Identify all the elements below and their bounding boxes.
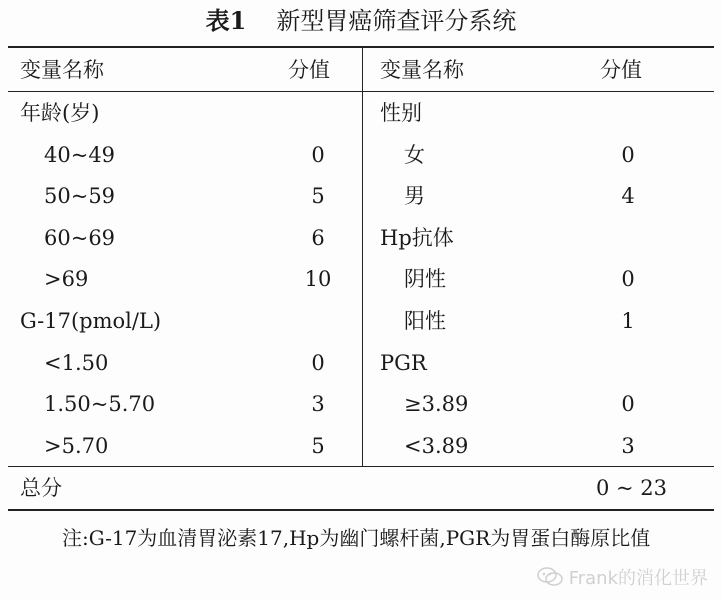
variable-name: 1.50~5.70 [44, 392, 156, 417]
variable-name: G-17(pmol/L) [20, 309, 162, 333]
variable-name: >69 [44, 267, 89, 292]
variable-name: 男 [404, 184, 425, 209]
score-value: 0 [311, 142, 325, 167]
top-rule [8, 46, 714, 48]
header-right-name: 变量名称 [380, 58, 464, 82]
score-value: 3 [311, 392, 325, 417]
table-title [0, 4, 722, 38]
table-row [0, 175, 722, 217]
watermark-text: Frank的消化世界 [568, 568, 708, 589]
score-value: 0 [621, 267, 635, 292]
variable-name: 60~69 [44, 225, 116, 250]
header-right-score: 分值 [600, 58, 642, 82]
variable-name: ≥3.89 [404, 392, 469, 417]
score-value: 3 [621, 433, 635, 458]
table-row [0, 92, 722, 134]
score-value: 5 [311, 433, 325, 458]
variable-name: 40~49 [44, 142, 116, 167]
score-value: 10 [304, 267, 332, 292]
score-value: 4 [621, 184, 635, 209]
watermark [537, 564, 708, 590]
variable-name: 阳性 [404, 309, 446, 333]
total-label: 总分 [20, 476, 62, 500]
wechat-icon [537, 567, 563, 587]
score-value: 5 [311, 184, 325, 209]
variable-name: 阴性 [404, 267, 446, 292]
header-left-name: 变量名称 [20, 58, 104, 82]
table-row [0, 342, 722, 384]
score-value: 0 [621, 142, 635, 167]
variable-name: 女 [404, 142, 425, 167]
variable-name: <1.50 [44, 350, 109, 375]
total-row [0, 467, 722, 509]
table-row [0, 134, 722, 176]
table-note: 注:G-17为血清胃泌素17,Hp为幽门螺杆菌,PGR为胃蛋白酶原比值 [62, 526, 651, 550]
variable-name: 50~59 [44, 184, 116, 209]
variable-name: PGR [380, 350, 427, 375]
table-row [0, 383, 722, 425]
variable-name: 年龄(岁) [20, 101, 100, 125]
score-value: 0 [621, 392, 635, 417]
table-row [0, 300, 722, 342]
table-header [0, 49, 722, 91]
variable-name: >5.70 [44, 433, 109, 458]
score-value: 0 [311, 350, 325, 375]
table-number: 表1 [205, 6, 247, 35]
table-row [0, 217, 722, 259]
table-row [0, 258, 722, 300]
variable-name: 性别 [380, 101, 422, 125]
variable-name: Hp抗体 [380, 225, 454, 250]
bottom-rule [8, 509, 714, 511]
table-name: 新型胃癌筛查评分系统 [276, 7, 517, 35]
table-row [0, 425, 722, 467]
header-left-score: 分值 [288, 58, 330, 82]
score-value: 6 [311, 225, 325, 250]
score-value: 1 [621, 309, 635, 333]
variable-name: <3.89 [404, 433, 469, 458]
total-value: 0 ~ 23 [596, 476, 668, 500]
